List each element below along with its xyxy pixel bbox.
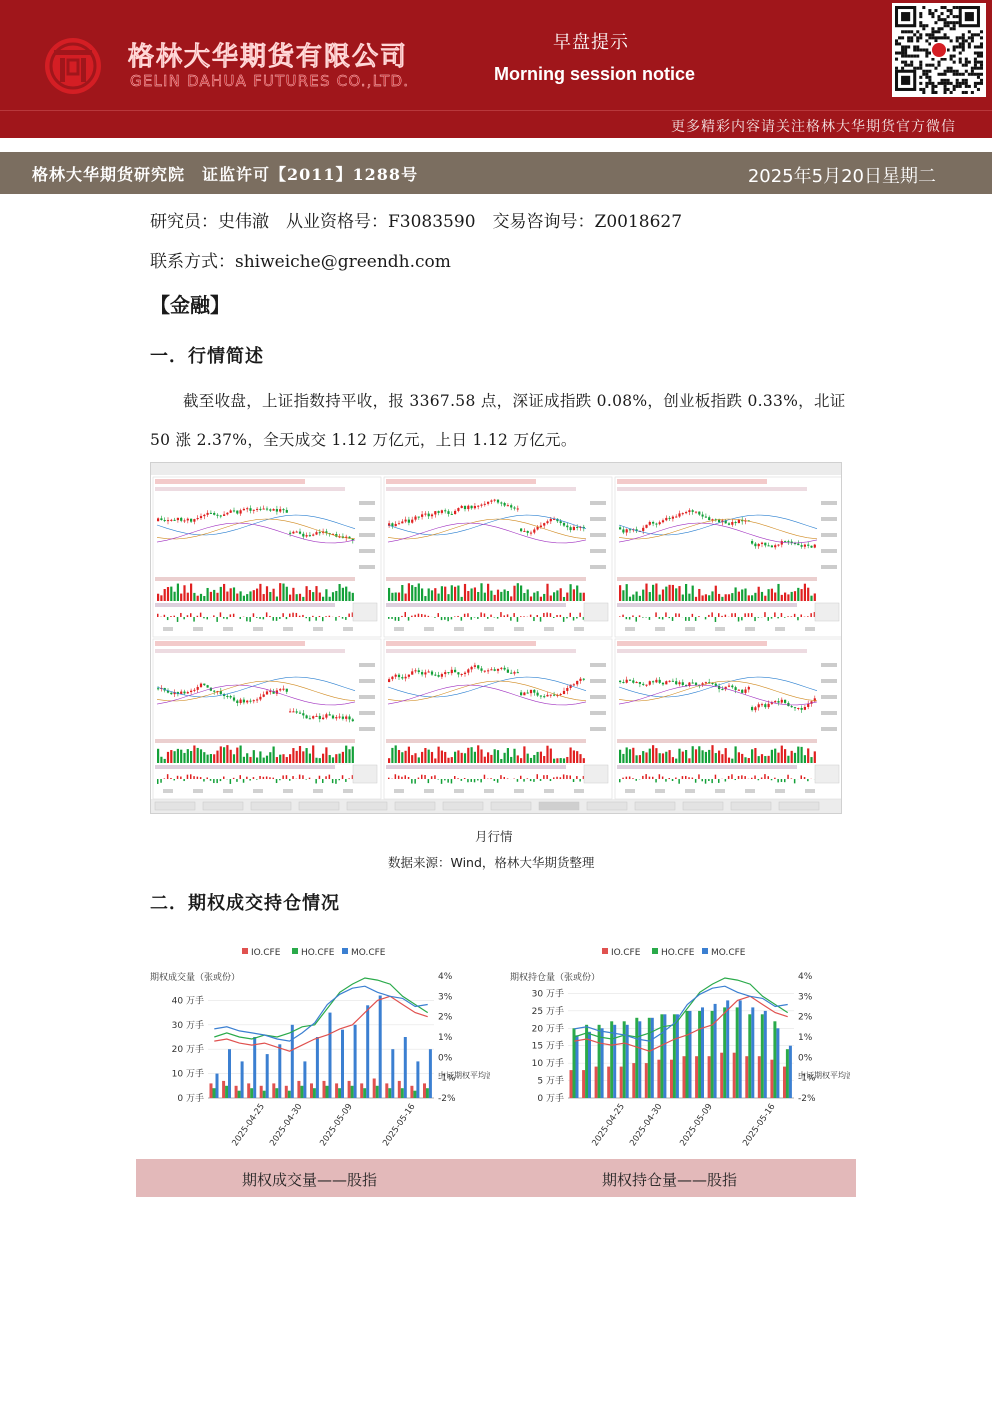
y2-tick-label: 4% (438, 972, 453, 982)
bar-io-cfe (423, 1083, 426, 1098)
bar-ho-cfe (648, 1018, 651, 1098)
line-io-cfe (574, 996, 787, 1051)
bar-ho-cfe (338, 1088, 341, 1098)
bar-mo-cfe (216, 1074, 219, 1098)
section-market-summary-heading: 一．行情简述 (150, 346, 264, 367)
institute-license: 格林大华期货研究院 证监许可【2011】1288号 (32, 165, 419, 184)
bar-ho-cfe (585, 1025, 588, 1098)
bar-io-cfe (582, 1070, 585, 1098)
bar-mo-cfe (341, 1030, 344, 1098)
bar-mo-cfe (601, 1028, 604, 1098)
y-tick-label: 10 万手 (171, 1069, 204, 1080)
line-ho-cfe (214, 978, 427, 1039)
bar-ho-cfe (313, 1088, 316, 1098)
bar-io-cfe (645, 1063, 648, 1098)
y2-tick-label: 1% (798, 1033, 813, 1043)
bar-io-cfe (607, 1067, 610, 1098)
y2-tick-label: 4% (798, 972, 813, 982)
monthly-market-screenshot (150, 462, 842, 814)
bar-mo-cfe (739, 1000, 742, 1098)
y-tick-label: 30 万手 (171, 1020, 204, 1031)
bar-ho-cfe (225, 1086, 228, 1098)
y-axis-label: 期权持仓量（张或份） (510, 973, 601, 983)
institute-band (0, 152, 992, 194)
bar-mo-cfe (613, 1025, 616, 1098)
bar-io-cfe (348, 1081, 351, 1098)
y2-tick-label: 0% (798, 1053, 813, 1064)
y2-axis-label: 中证期权平均 (438, 1071, 486, 1080)
bar-ho-cfe (723, 1007, 726, 1098)
bar-mo-cfe (638, 1021, 641, 1098)
line-mo-cfe (574, 986, 787, 1041)
bar-io-cfe (272, 1083, 275, 1098)
bar-ho-cfe (275, 1088, 278, 1098)
bar-ho-cfe (401, 1088, 404, 1098)
y2-tick-label: -1% (798, 1073, 816, 1084)
bar-mo-cfe (676, 1014, 679, 1098)
y-tick-label: 30 万手 (531, 989, 564, 1000)
bar-io-cfe (385, 1083, 388, 1098)
y2-tick-label: 3% (438, 992, 453, 1003)
section-finance-heading: 【金融】 (150, 293, 230, 317)
bar-mo-cfe (404, 1037, 407, 1098)
bar-mo-cfe (241, 1061, 244, 1098)
bar-io-cfe (297, 1081, 300, 1098)
bar-io-cfe (708, 1056, 711, 1098)
options-volume-chart (140, 938, 490, 1148)
bar-io-cfe (210, 1083, 213, 1098)
legend-swatch (702, 948, 708, 954)
bar-ho-cfe (426, 1088, 429, 1098)
report-type-en: Morning session notice (494, 64, 696, 84)
bar-io-cfe (398, 1081, 401, 1098)
x-tick-label: 2025-04-25 (230, 1101, 267, 1148)
bar-ho-cfe (673, 1014, 676, 1098)
x-tick-label: 2025-05-16 (741, 1101, 778, 1148)
y2-tick-label: 1% (438, 1033, 453, 1043)
researcher-line: 研究员：史伟澈 从业资格号：F3083590 交易咨询号：Z0018627 (150, 212, 683, 232)
bar-ho-cfe (250, 1088, 253, 1098)
bar-mo-cfe (651, 1018, 654, 1098)
bar-mo-cfe (228, 1049, 231, 1098)
bar-ho-cfe (413, 1091, 416, 1098)
qr-code-icon (892, 3, 986, 97)
bar-io-cfe (570, 1070, 573, 1098)
y2-tick-label: 3% (798, 992, 813, 1003)
company-name-cn: 格林大华期货有限公司 (128, 42, 409, 72)
legend-entry: IO.CFE (611, 948, 641, 958)
bar-ho-cfe (736, 1007, 739, 1098)
y2-tick-label: 0% (438, 1053, 453, 1064)
bar-io-cfe (720, 1053, 723, 1098)
bar-io-cfe (360, 1083, 363, 1098)
line-io-cfe (214, 996, 427, 1051)
wechat-notice: 更多精彩内容请关注格林大华期货官方微信 (671, 119, 956, 135)
bar-mo-cfe (329, 1013, 332, 1098)
bar-io-cfe (758, 1056, 761, 1098)
bar-io-cfe (745, 1056, 748, 1098)
y2-tick-label: 2% (438, 1012, 453, 1023)
bar-io-cfe (260, 1086, 263, 1098)
caption-open-interest: 期权持仓量——股指 (602, 1171, 738, 1189)
bar-ho-cfe (635, 1018, 638, 1098)
y-tick-label: 10 万手 (531, 1059, 564, 1070)
bar-io-cfe (323, 1081, 326, 1098)
y-tick-label: 20 万手 (171, 1045, 204, 1056)
x-tick-label: 2025-05-09 (678, 1101, 715, 1148)
x-tick-label: 2025-04-25 (590, 1101, 627, 1148)
bar-ho-cfe (573, 1028, 576, 1098)
bar-ho-cfe (263, 1091, 266, 1098)
bar-mo-cfe (266, 1054, 269, 1098)
y-tick-label: 0 万手 (537, 1094, 564, 1104)
bar-io-cfe (595, 1067, 598, 1098)
bar-mo-cfe (291, 1025, 294, 1098)
bar-ho-cfe (786, 1049, 789, 1098)
bar-mo-cfe (726, 1000, 729, 1098)
chart-caption-bar (136, 1159, 856, 1197)
bar-ho-cfe (300, 1086, 303, 1098)
legend-swatch (292, 948, 298, 954)
y-axis-label: 期权成交量（张或份） (150, 973, 241, 983)
market-summary-para-line2: 50 涨 2.37%，全天成交 1.12 万亿元，上日 1.12 万亿元。 (150, 431, 577, 449)
bar-mo-cfe (278, 1044, 281, 1098)
legend-entry: HO.CFE (301, 948, 335, 958)
bar-io-cfe (373, 1079, 376, 1099)
bar-ho-cfe (761, 1014, 764, 1098)
legend-swatch (652, 948, 658, 954)
report-date: 2025年5月20日星期二 (747, 166, 936, 187)
bar-mo-cfe (379, 996, 382, 1099)
wechat-band (0, 110, 992, 138)
report-type-cn: 早盘提示 (553, 32, 629, 53)
bar-mo-cfe (303, 1061, 306, 1098)
y-tick-label: 0 万手 (177, 1094, 204, 1104)
caption-volume: 期权成交量——股指 (242, 1171, 378, 1189)
bar-mo-cfe (253, 1037, 256, 1098)
bar-mo-cfe (354, 1025, 357, 1098)
bar-ho-cfe (288, 1091, 291, 1098)
y2-tick-label: -2% (438, 1094, 456, 1104)
bar-ho-cfe (238, 1091, 241, 1098)
bar-mo-cfe (714, 1004, 717, 1098)
y2-tick-label: 2% (798, 1012, 813, 1023)
company-name-en: GELIN DAHUA FUTURES CO.,LTD. (130, 72, 410, 90)
section-options-heading: 二．期权成交持仓情况 (150, 893, 340, 914)
bar-io-cfe (632, 1063, 635, 1098)
x-tick-label: 2025-05-09 (318, 1101, 355, 1148)
x-tick-label: 2025-04-30 (628, 1101, 665, 1148)
bar-io-cfe (657, 1060, 660, 1098)
legend-entry: HO.CFE (661, 948, 695, 958)
bar-ho-cfe (698, 1011, 701, 1098)
x-tick-label: 2025-04-30 (268, 1101, 305, 1148)
bar-io-cfe (770, 1060, 773, 1098)
bar-ho-cfe (686, 1011, 689, 1098)
bar-mo-cfe (429, 1049, 432, 1098)
bar-io-cfe (695, 1056, 698, 1098)
bar-io-cfe (310, 1083, 313, 1098)
bar-ho-cfe (213, 1088, 216, 1098)
bar-mo-cfe (789, 1046, 792, 1098)
legend-swatch (342, 948, 348, 954)
bar-mo-cfe (416, 1061, 419, 1098)
bar-ho-cfe (748, 1014, 751, 1098)
y-tick-label: 20 万手 (531, 1024, 564, 1035)
bar-io-cfe (285, 1086, 288, 1098)
bar-io-cfe (410, 1086, 413, 1098)
legend-entry: MO.CFE (711, 948, 746, 958)
y2-tick-label: -1% (438, 1073, 456, 1084)
bar-mo-cfe (391, 1049, 394, 1098)
bar-ho-cfe (773, 1021, 776, 1098)
company-logo-icon (40, 36, 106, 96)
bar-io-cfe (247, 1083, 250, 1098)
bar-mo-cfe (366, 1005, 369, 1098)
bar-ho-cfe (388, 1088, 391, 1098)
contact-line: 联系方式：shiweiche@greendh.com (150, 252, 451, 272)
bar-mo-cfe (776, 1028, 779, 1098)
bar-ho-cfe (376, 1086, 379, 1098)
bar-mo-cfe (764, 1011, 767, 1098)
legend-swatch (602, 948, 608, 954)
bar-ho-cfe (351, 1086, 354, 1098)
bar-mo-cfe (316, 1037, 319, 1098)
bar-ho-cfe (363, 1088, 366, 1098)
y2-tick-label: -2% (798, 1094, 816, 1104)
bar-ho-cfe (598, 1025, 601, 1098)
bar-mo-cfe (689, 1011, 692, 1098)
line-ho-cfe (574, 978, 787, 1039)
bar-mo-cfe (701, 1007, 704, 1098)
bar-io-cfe (733, 1053, 736, 1098)
bar-io-cfe (783, 1067, 786, 1098)
legend-swatch (242, 948, 248, 954)
options-open-interest-chart (500, 938, 850, 1148)
bar-io-cfe (235, 1086, 238, 1098)
y2-axis-label: 中证期权平均 (798, 1071, 846, 1080)
y-tick-label: 40 万手 (171, 996, 204, 1007)
bar-io-cfe (222, 1081, 225, 1098)
y-tick-label: 5 万手 (537, 1076, 564, 1087)
line-mo-cfe (214, 986, 427, 1041)
bar-io-cfe (620, 1067, 623, 1098)
bar-mo-cfe (576, 1035, 579, 1098)
bar-ho-cfe (326, 1086, 329, 1098)
y-tick-label: 25 万手 (531, 1006, 564, 1017)
bar-io-cfe (670, 1060, 673, 1098)
figure-caption: 月行情 (475, 829, 513, 844)
market-summary-para-line1: 截至收盘，上证指数持平收，报 3367.58 点，深证成指跌 0.08%，创业板指跌 0.33%，北证 (183, 392, 846, 410)
figure-source: 数据来源：Wind，格林大华期货整理 (388, 855, 595, 870)
legend-entry: MO.CFE (351, 948, 386, 958)
x-tick-label: 2025-05-16 (381, 1101, 418, 1148)
bar-io-cfe (335, 1083, 338, 1098)
bar-mo-cfe (751, 1007, 754, 1098)
bar-io-cfe (683, 1056, 686, 1098)
bar-ho-cfe (623, 1021, 626, 1098)
bar-mo-cfe (588, 1032, 591, 1098)
y-tick-label: 15 万手 (531, 1041, 564, 1052)
legend-entry: IO.CFE (251, 948, 281, 958)
